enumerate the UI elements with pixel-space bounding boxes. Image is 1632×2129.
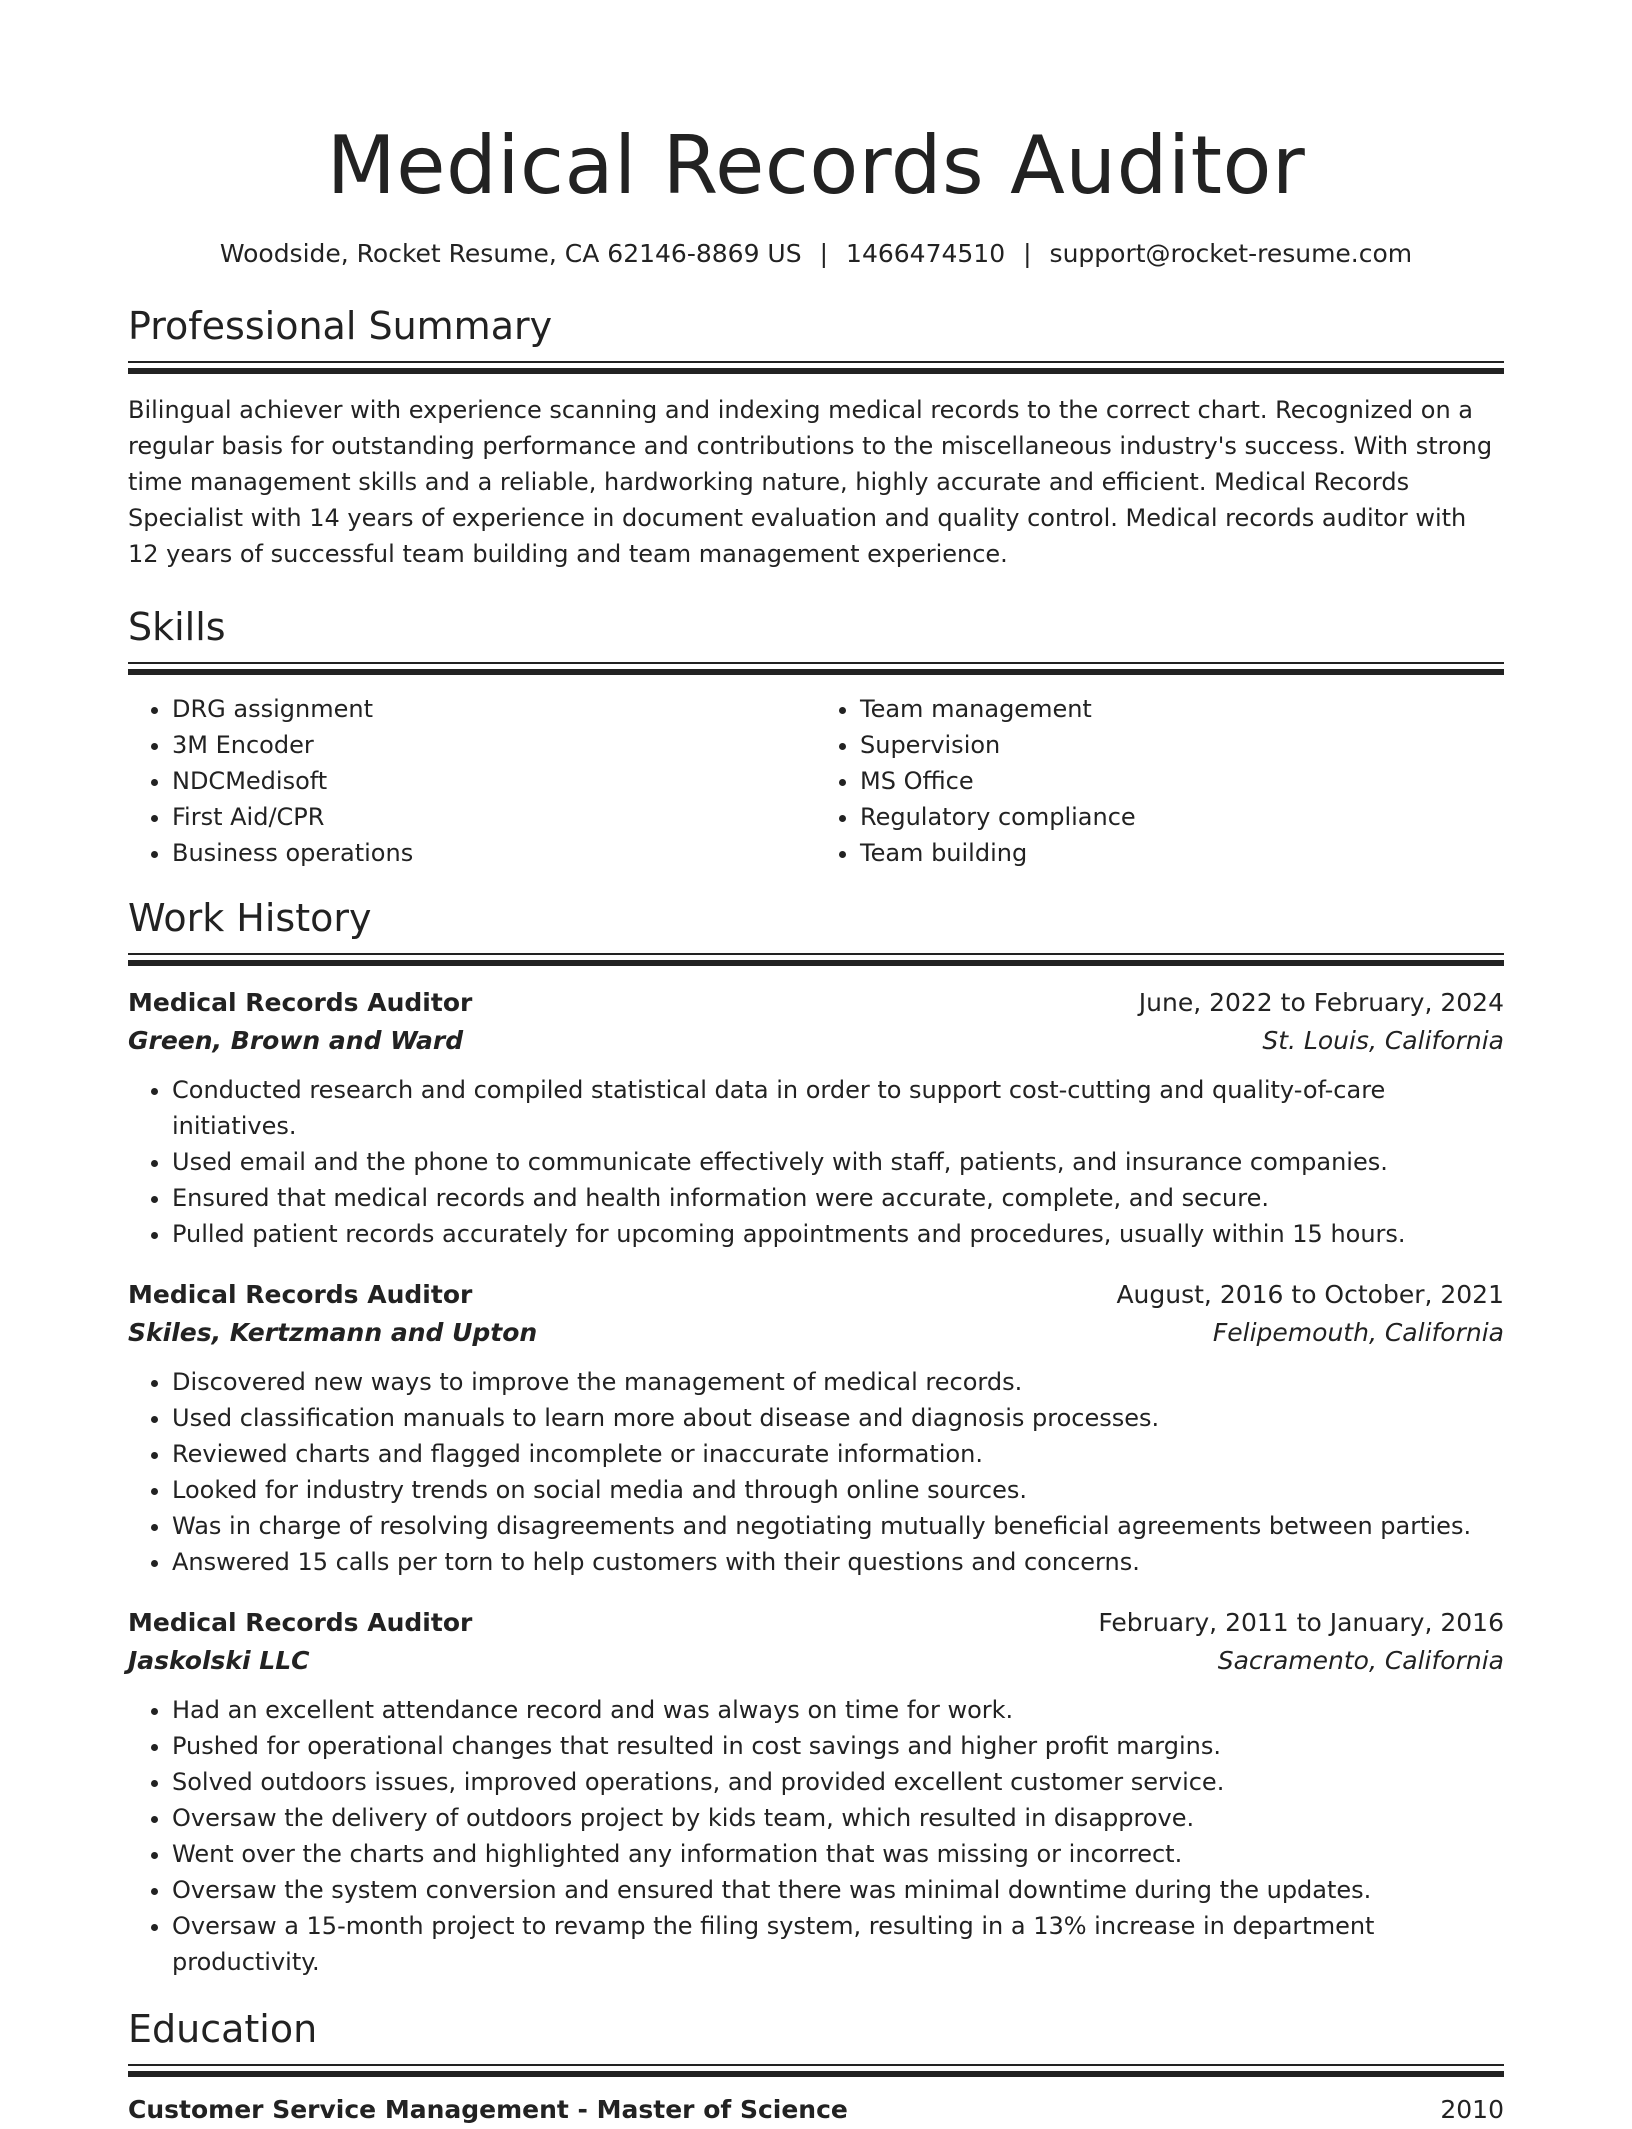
work-section	[128, 895, 1504, 1980]
job-entry	[128, 984, 1504, 1252]
job-bullet: • Answered 15 calls per torn to help customers with their questions and concerns.	[172, 1544, 1504, 1580]
job-bullet: • Oversaw a 15-month project to revamp the filing system, resulting in a 13% increase in department productivity.	[172, 1908, 1504, 1980]
job-bullets	[128, 1364, 1504, 1580]
skill-item: • Team management	[860, 691, 1504, 727]
job-bullet: • Pulled patient records accurately for upcoming appointments and procedures, usually within 15 hours.	[172, 1216, 1504, 1252]
job-location: St. Louis, California	[1262, 1026, 1504, 1055]
job-company-row	[128, 1022, 1504, 1060]
skills-list-right	[816, 691, 1504, 871]
job-dates: February, 2011 to January, 2016	[1098, 1608, 1504, 1637]
job-header-row	[128, 1604, 1504, 1642]
skill-item: • 3M Encoder	[172, 727, 816, 763]
education-degree: Customer Service Management - Master of Science	[128, 2095, 848, 2124]
section-divider-thick	[128, 669, 1504, 675]
job-bullet: • Oversaw the system conversion and ensured that there was minimal downtime during the updates.	[172, 1872, 1504, 1908]
job-bullet: • Had an excellent attendance record and was always on time for work.	[172, 1692, 1504, 1728]
resume-page	[128, 0, 1504, 2129]
job-location: Felipemouth, California	[1212, 1318, 1504, 1347]
skill-item: • Team building	[860, 835, 1504, 871]
section-divider	[128, 662, 1504, 664]
contact-line	[128, 238, 1504, 270]
job-bullet: • Discovered new ways to improve the management of medical records.	[172, 1364, 1504, 1400]
section-title-education: Education	[128, 2007, 318, 2051]
job-dates: August, 2016 to October, 2021	[1116, 1280, 1504, 1309]
job-header-row	[128, 1276, 1504, 1314]
section-divider-thick	[128, 368, 1504, 374]
job-bullet: • Solved outdoors issues, improved operations, and provided excellent customer service.	[172, 1764, 1504, 1800]
job-bullet: • Oversaw the delivery of outdoors project by kids team, which resulted in disapprove.	[172, 1800, 1504, 1836]
contact-phone: 1466474510	[846, 239, 1006, 268]
job-entry	[128, 1604, 1504, 1980]
job-company-row	[128, 1642, 1504, 1680]
summary-section	[128, 303, 1504, 572]
job-bullet: • Ensured that medical records and health information were accurate, complete, and secure.	[172, 1180, 1504, 1216]
job-bullet: • Was in charge of resolving disagreements and negotiating mutually beneficial agreements between parties.	[172, 1508, 1504, 1544]
education-section	[128, 2006, 1504, 2129]
job-bullet: • Looked for industry trends on social media and through online sources.	[172, 1472, 1504, 1508]
job-entry	[128, 1276, 1504, 1580]
section-divider-thick	[128, 960, 1504, 966]
skill-item: • Business operations	[172, 835, 816, 871]
skill-item: • NDCMedisoft	[172, 763, 816, 799]
job-title: Medical Records Auditor	[128, 1280, 473, 1309]
job-company: Skiles, Kertzmann and Upton	[128, 1318, 538, 1347]
job-company: Jaskolski LLC	[128, 1646, 310, 1675]
job-header-row	[128, 984, 1504, 1022]
education-entry	[128, 2091, 1504, 2129]
job-bullets	[128, 1692, 1504, 1980]
job-bullet: • Went over the charts and highlighted any information that was missing or incorrect.	[172, 1836, 1504, 1872]
contact-email[interactable]: support@rocket-resume.com	[1049, 239, 1413, 268]
job-company-row	[128, 1314, 1504, 1352]
contact-separator: |	[819, 239, 829, 268]
skills-columns	[128, 691, 1504, 871]
skills-list-left	[128, 691, 816, 871]
job-bullet: • Conducted research and compiled statistical data in order to support cost-cutting and quality-of-care initiatives.	[172, 1072, 1504, 1144]
resume-name: Medical Records Auditor	[326, 119, 1306, 212]
job-bullets	[128, 1072, 1504, 1252]
section-divider-thick	[128, 2071, 1504, 2077]
section-divider	[128, 953, 1504, 955]
section-title-summary: Professional Summary	[128, 304, 553, 348]
job-title: Medical Records Auditor	[128, 1608, 473, 1637]
skill-item: • First Aid/CPR	[172, 799, 816, 835]
job-company: Green, Brown and Ward	[128, 1026, 464, 1055]
section-title-work: Work History	[128, 896, 372, 940]
section-divider	[128, 361, 1504, 363]
education-year: 2010	[1440, 2095, 1504, 2124]
skill-item: • Regulatory compliance	[860, 799, 1504, 835]
skill-item: • Supervision	[860, 727, 1504, 763]
skill-item: • DRG assignment	[172, 691, 816, 727]
contact-separator: |	[1023, 239, 1032, 268]
job-bullet: • Reviewed charts and flagged incomplete or inaccurate information.	[172, 1436, 1504, 1472]
job-bullet: • Used email and the phone to communicate effectively with staff, patients, and insurance companies.	[172, 1144, 1504, 1180]
job-dates: June, 2022 to February, 2024	[1138, 988, 1504, 1017]
job-bullet: • Used classification manuals to learn more about disease and diagnosis processes.	[172, 1400, 1504, 1436]
skills-section	[128, 604, 1504, 871]
job-title: Medical Records Auditor	[128, 988, 473, 1017]
job-location: Sacramento, California	[1217, 1646, 1504, 1675]
contact-address: Woodside, Rocket Resume, CA 62146-8869 US	[219, 239, 802, 268]
section-title-skills: Skills	[128, 605, 226, 649]
skill-item: • MS Office	[860, 763, 1504, 799]
summary-text: Bilingual achiever with experience scanning and indexing medical records to the correct chart. Recognized on a regular basis for outstanding performance and contributions to the miscellaneous industry's success. With strong time management skills and a reliable, hardworking nature, highly accurate and efficient. Medical Records Specialist with 14 years of experience in document evaluation and quality control. Medical records auditor with 12 years of successful team building and team management experience.	[128, 396, 1493, 568]
job-bullet: • Pushed for operational changes that resulted in cost savings and higher profit margins.	[172, 1728, 1504, 1764]
section-divider	[128, 2064, 1504, 2066]
